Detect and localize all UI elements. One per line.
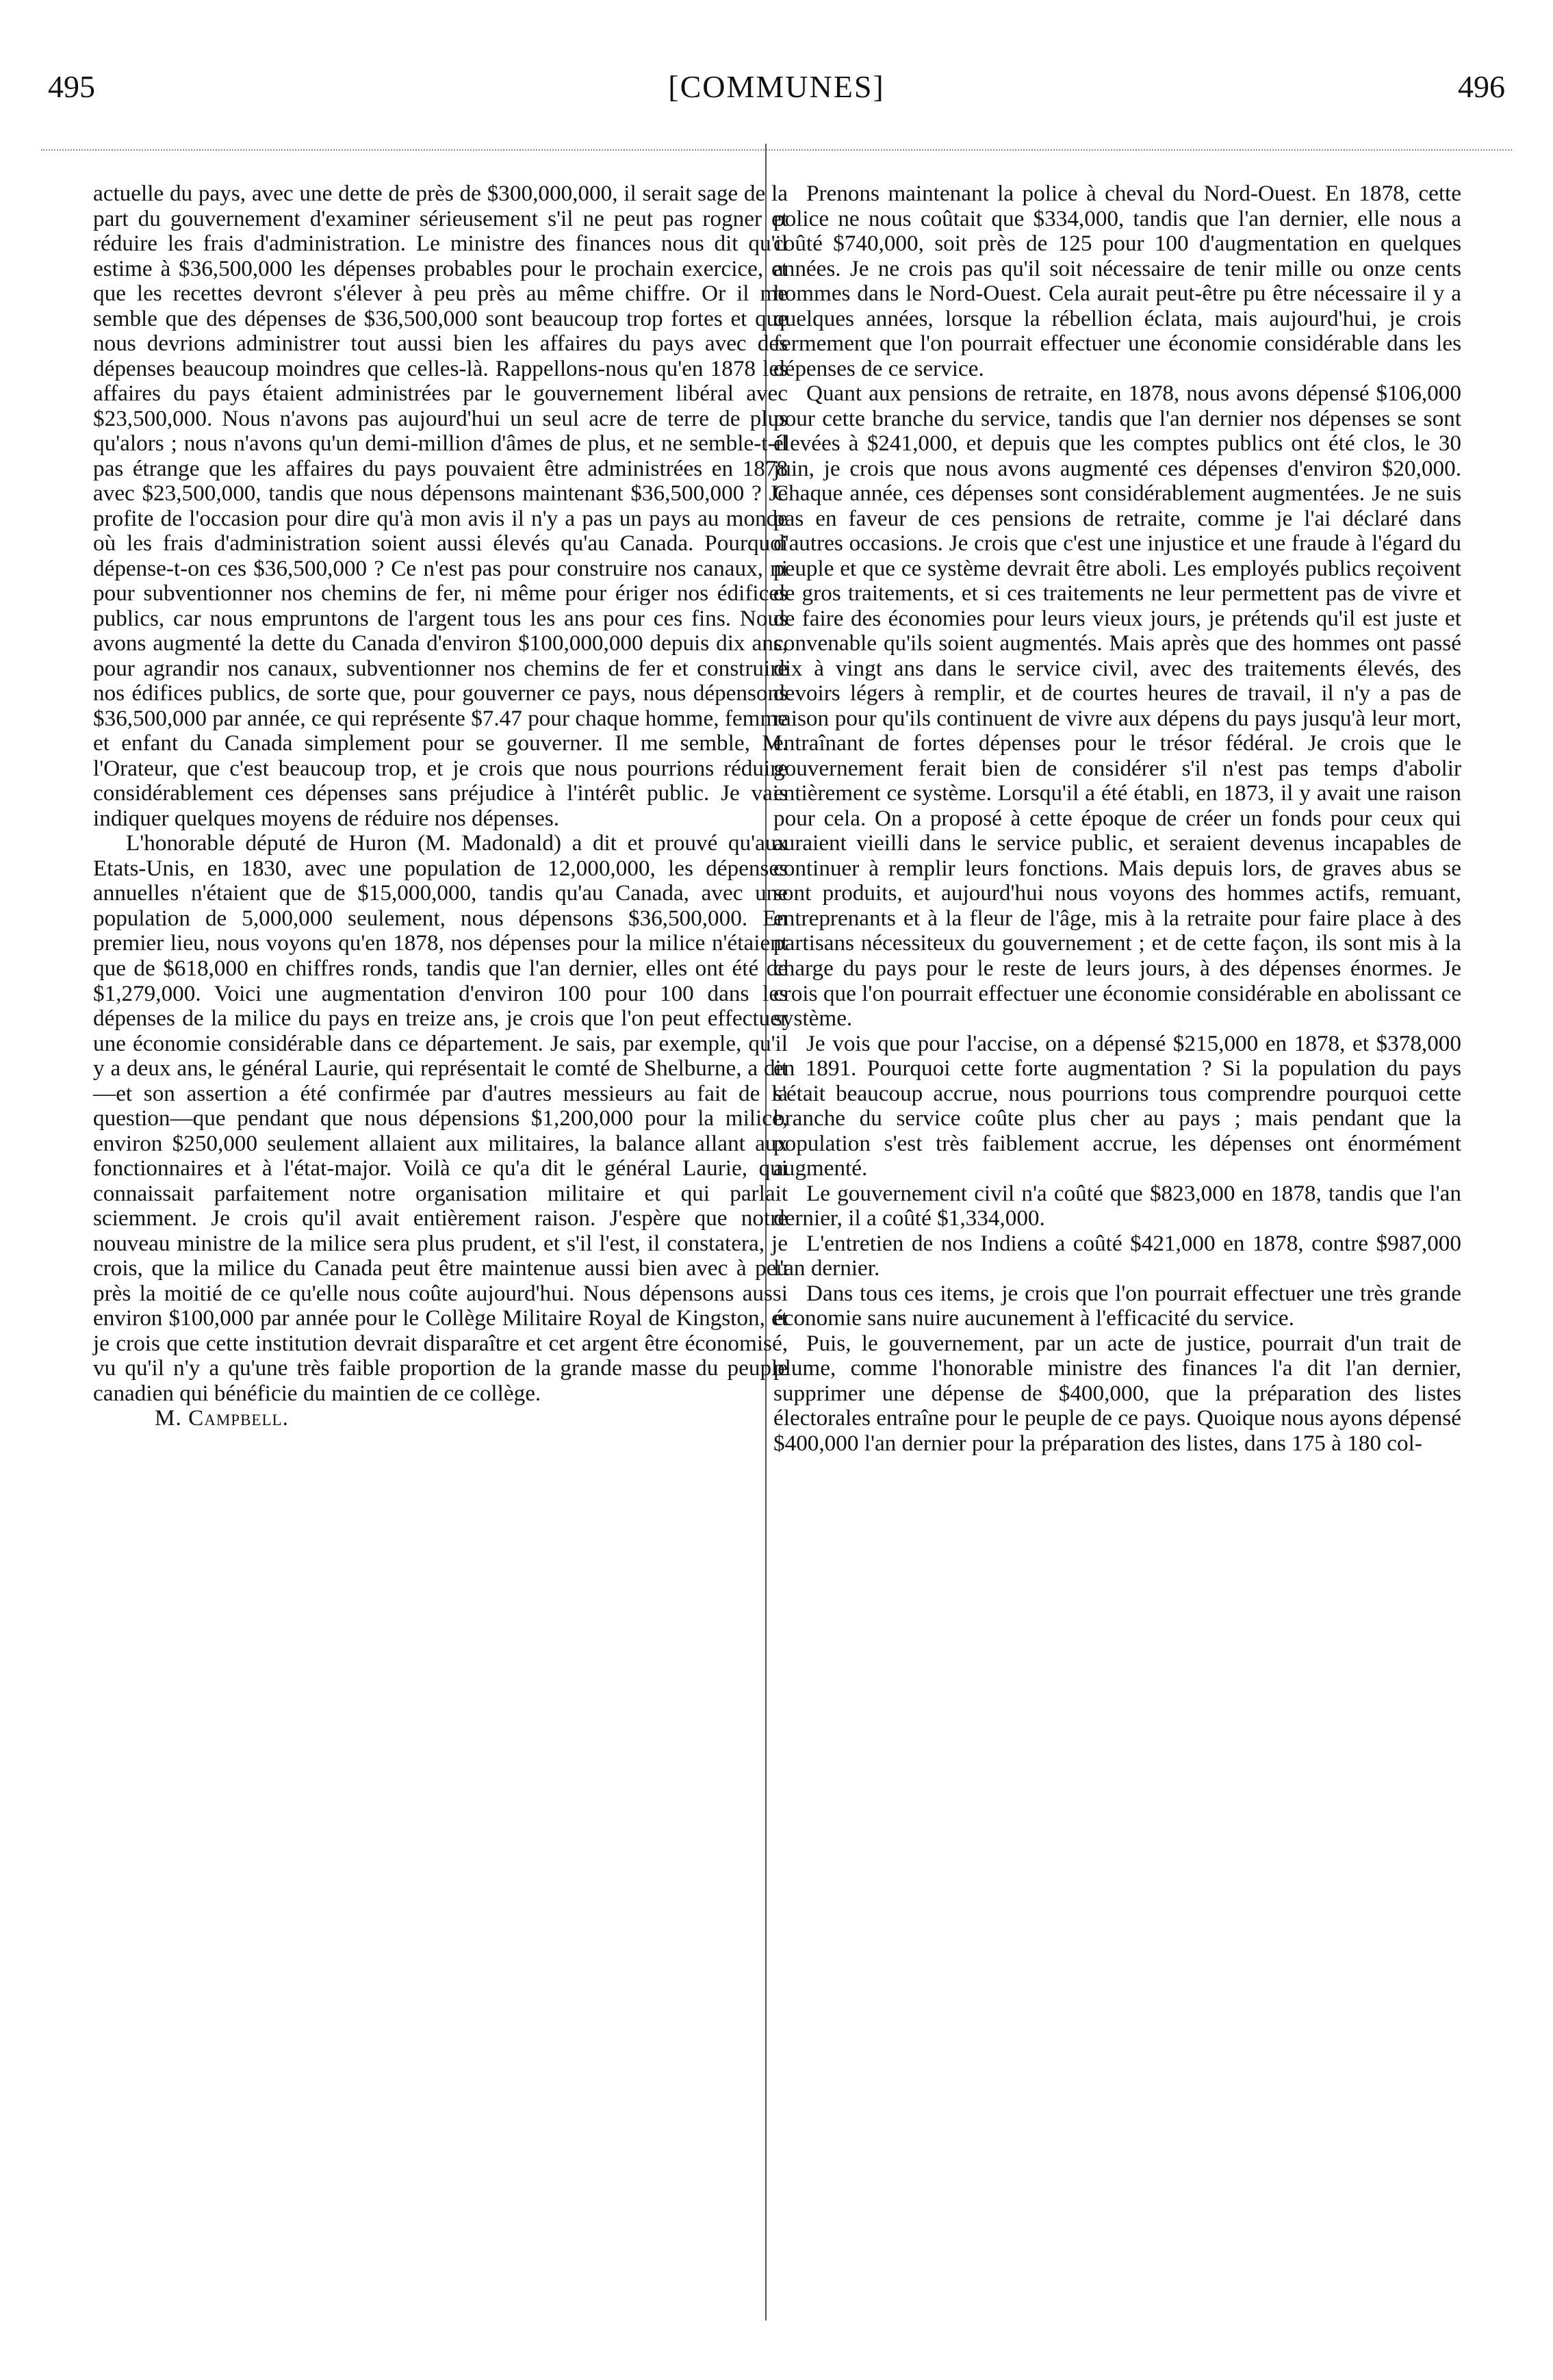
header-rule [41,149,1512,151]
right-paragraph-4: Le gouvernement civil n'a coûté que $823,000 en 1878, tandis que l'an dernier, il a coûté $1,334,000. [773,1180,1461,1231]
running-title: [COMMUNES] [668,69,885,104]
left-paragraph-1: actuelle du pays, avec une dette de près de $300,000,000, il serait sage de la part du gouvernement d'examiner sérieusement s'il ne peut pas rogner et réduire les frais d'administration. Le ministre des finances nous dit qu'il estime à $36,500,000 les dépenses probables pour le prochain exercice, et que les recettes devront s'élever à peu près au même chiffre. Or il me semble que des dépenses de $36,500,000 sont beaucoup trop fortes et que nous devrions administrer tout aussi bien les affaires du pays avec des dépenses beaucoup moindres que celles-là. Rappellons-nous qu'en 1878 les affaires du pays étaient administrées par le gouvernement libéral avec $23,500,000. Nous n'avons pas aujourd'hui un seul acre de terre de plus qu'alors ; nous n'avons qu'un demi-million d'âmes de plus, et ne semble-t-il pas étrange que les affaires du pays pouvaient être administrées en 1878 avec $23,500,000, tandis que nous dépensons maintenant $36,500,000 ? Je profite de l'occasion pour dire qu'à mon avis il n'y a pas un pays au monde où les frais d'administration soient aussi élevés qu'au Canada. Pourquoi dépense-t-on ces $36,500,000 ? Ce n'est pas pour construire nos canaux, ni pour subventionner nos chemins de fer, ni même pour ériger nos édifices publics, car nous empruntons de l'argent tous les ans pour ces fins. Nous avons augmenté la dette du Canada d'environ $100,000,000 depuis dix ans, pour agrandir nos canaux, subventionner nos chemins de fer et construire nos édifices publics, de sorte que, pour gouverner ce pays, nous dépensons $36,500,000 par année, ce qui représente $7.47 pour chaque homme, femme et enfant du Canada simplement pour se gouverner. Il me semble, M. l'Orateur, que c'est beaucoup trop, et je crois que nous pourrions réduire considérablement ces dépenses sans préjudice à l'intérêt public. Je vais indiquer quelques moyens de réduire nos dépenses. [93,181,788,831]
right-paragraph-3: Je vois que pour l'accise, on a dépensé $215,000 en 1878, et $378,000 en 1891. Pourquoi cette forte augmentation ? Si la population du pays s'était beaucoup accrue, nous pourrions tous comprendre pourquoi cette branche du service coûte plus cher au pays ; mais pendant que la population s'est très faiblement accrue, les dépenses ont énormément augmenté. [773,1030,1461,1181]
page-header [48,63,1505,111]
right-paragraph-7: Puis, le gouvernement, par un acte de justice, pourrait d'un trait de plume, comme l'honorable ministre des finances l'a dit l'an dernier, supprimer une dépense de $400,000, que la préparation des listes électorales entraîne pour le peuple de ce pays. Quoique nous ayons dépensé $400,000 l'an dernier pour la préparation des listes, dans 175 à 180 col- [773,1330,1461,1456]
right-paragraph-1: Prenons maintenant la police à cheval du Nord-Ouest. En 1878, cette police ne nous coûtait que $334,000, tandis que l'an dernier, elle nous a coûté $740,000, soit près de 125 pour 100 d'augmentation en quelques années. Je ne crois pas qu'il soit nécessaire de tenir mille ou onze cents hommes dans le Nord-Ouest. Cela aurait peut-être pu être nécessaire il y a quelques années, lorsque la rébellion éclata, mais aujourd'hui, je crois fermement que l'on pourrait effectuer une économie considérable dans les dépenses de ce service. [773,181,1461,381]
left-column [93,181,788,1431]
right-paragraph-5: L'entretien de nos Indiens a coûté $421,000 en 1878, contre $987,000 l'an dernier. [773,1230,1461,1281]
right-column [773,181,1461,1456]
page-number-right: 496 [1458,69,1505,104]
speaker-signature: M. Campbell. [155,1405,289,1431]
left-paragraph-2: L'honorable député de Huron (M. Madonald) a dit et prouvé qu'aux Etats-Unis, en 1830, avec une population de 12,000,000, les dépenses annuelles n'étaient que de $15,000,000, tandis qu'au Canada, avec une population de 5,000,000 seulement, nous dépensons $36,500,000. En premier lieu, nous voyons qu'en 1878, nos dépenses pour la milice n'étaient que de $618,000 en chiffres ronds, tandis que l'an dernier, elles ont été de $1,279,000. Voici une augmentation d'environ 100 pour 100 dans les dépenses de la milice du pays en treize ans, je crois que l'on peut effectuer une économie considérable dans ce département. Je sais, par exemple, qu'il y a deux ans, le général Laurie, qui représentait le comté de Shelburne, a dit—et son assertion a été confirmée par d'autres messieurs au fait de la question—que pendant que nous dépensions $1,200,000 pour la milice, environ $250,000 seulement allaient aux militaires, la balance allant aux fonctionnaires et à l'état-major. Voilà ce qu'a dit le général Laurie, qui connaissait parfaitement notre organisation militaire et qui parlait sciemment. Je crois qu'il avait entièrement raison. J'espère que notre nouveau ministre de la milice sera plus prudent, et s'il l'est, il constatera, je crois, que la milice du Canada peut être maintenue aussi bien avec à peu près la moitié de ce qu'elle nous coûte aujourd'hui. Nous dépensons aussi environ $100,000 par année pour le Collège Militaire Royal de Kingston, et je crois que cette institution devrait disparaître et cet argent être économisé, vu qu'il n'y a qu'une très faible proportion de la grande masse du peuple canadien qui bénéficie du maintien de ce collège. [93,830,788,1406]
right-paragraph-2: Quant aux pensions de retraite, en 1878, nous avons dépensé $106,000 pour cette branche du service, tandis que l'an dernier nos dépenses se sont élevées à $241,000, et depuis que les comptes publics ont été clos, le 30 juin, je crois que nous avons augmenté ces dépenses d'environ $20,000. Chaque année, ces dépenses sont considérablement augmentées. Je ne suis pas en faveur de ces pensions de retraite, comme je l'ai déclaré dans d'autres occasions. Je crois que c'est une injustice et une fraude à l'égard du peuple et que ce système devrait être aboli. Les employés publics reçoivent de gros traitements, et si ces traitements ne leur permettent pas de vivre et de faire des économies pour leurs vieux jours, je prétends qu'il est juste et convenable qu'ils soient augmentés. Mais après que des hommes ont passé dix à vingt ans dans le service civil, avec des traitements élevés, des devoirs légers à remplir, et de courtes heures de travail, il n'y a pas de raison pour qu'ils continuent de vivre aux dépens du pays jusqu'à leur mort, entraînant de fortes dépenses pour le trésor fédéral. Je crois que le gouvernement ferait bien de considérer s'il n'est pas temps d'abolir entièrement ce système. Lorsqu'il a été établi, en 1873, il y avait une raison pour cela. On a proposé à cette époque de créer un fonds pour ceux qui auraient vieilli dans le service public, et seraient devenus incapables de continuer à remplir leurs fonctions. Mais depuis lors, de graves abus se sont produits, et aujourd'hui nous voyons des hommes actifs, remuant, entreprenants et à la fleur de l'âge, mis à la retraite pour faire place à des partisans nécessiteux du gouvernement ; et de cette façon, ils sont mis à la charge du pays pour le reste de leurs jours, à des dépenses énormes. Je crois que l'on pourrait effectuer une économie considérable en abolissant ce système. [773,381,1461,1032]
right-paragraph-6: Dans tous ces items, je crois que l'on pourrait effectuer une très grande économie sans nuire aucunement à l'efficacité du service. [773,1280,1461,1331]
page-number-left: 495 [48,69,95,104]
